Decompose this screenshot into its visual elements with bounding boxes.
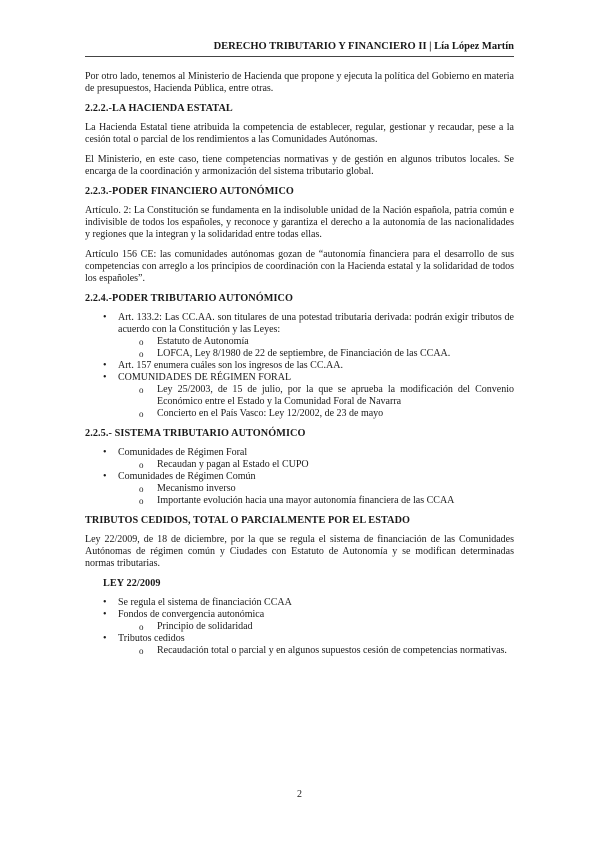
sub-list: [118, 645, 514, 657]
list-item: [85, 471, 514, 507]
list-item: [85, 447, 514, 471]
sub-list-item: o Recaudación total o parcial y en algunos supuestos cesión de competencias normativas.: [109, 645, 514, 657]
heading-sistema-tributario: 2.2.5.- SISTEMA TRIBUTARIO AUTONÓMICO: [85, 428, 306, 439]
list-item: • Art. 157 enumera cuáles son los ingresos de las CC.AA.: [85, 360, 514, 372]
paragraph: El Ministerio, en este caso, tiene competencias normativas y de gestión en algunos tributos locales. Se encarga de la coordinación y armonización del sistema tributario global.: [85, 154, 514, 177]
paragraph: Artículo. 2: La Constitución se fundamenta en la indisoluble unidad de la Nación española, patria común e indivisible de todos los españoles, y reconoce y garantiza el derecho a la autonomía de las nacionalidades y regiones que la integran y la solidaridad entre todas ellas.: [85, 205, 514, 240]
bullet-list: [85, 312, 514, 420]
list-item-text: Tributos cedidos: [118, 633, 185, 644]
sub-list-item: o LOFCA, Ley 8/1980 de 22 de septiembre, de Financiación de las CCAA.: [109, 348, 514, 360]
list-item-text: Comunidades de Régimen Común: [118, 471, 256, 482]
list-item-text: Comunidades de Régimen Foral: [118, 447, 248, 458]
intro-paragraph: Por otro lado, tenemos al Ministerio de Hacienda que propone y ejecuta la política del Gobierno en materia de presupuestos, Hacienda Pública, entre otras.: [85, 71, 514, 94]
list-item: [85, 633, 514, 657]
list-item: [85, 372, 514, 420]
paragraph: Artículo 156 CE: las comunidades autónomas gozan de “autonomía financiera para el desarrollo de sus competencias con arreglo a los principios de coordinación con la Hacienda estatal y la solidaridad de todos los españoles”.: [85, 249, 514, 284]
header-rule: [85, 56, 514, 57]
list-item: [85, 609, 514, 633]
list-item: [85, 312, 514, 360]
sub-list: [118, 621, 514, 633]
document-body: [85, 71, 514, 665]
paragraph: La Hacienda Estatal tiene atribuida la competencia de establecer, regular, gestionar y recaudar, pese a la cesión total o parcial de los rendimientos a las Comunidades Autónomas.: [85, 122, 514, 145]
sub-list-item: o Estatuto de Autonomía: [109, 336, 514, 348]
sub-list: [118, 384, 514, 420]
sub-list-item: o Concierto en el País Vasco: Ley 12/2002, de 23 de mayo: [109, 408, 514, 420]
sub-list-item: o Principio de solidaridad: [109, 621, 514, 633]
heading-tributos-cedidos: TRIBUTOS CEDIDOS, TOTAL O PARCIALMENTE POR EL ESTADO: [85, 515, 411, 526]
sub-list: [118, 336, 514, 360]
sub-list: [118, 459, 514, 471]
sub-list-item: o Recaudan y pagan al Estado el CUPO: [109, 459, 514, 471]
sub-list: [118, 483, 514, 507]
bullet-list: [85, 597, 514, 657]
heading-poder-financiero: 2.2.3.-PODER FINANCIERO AUTONÓMICO: [85, 186, 294, 197]
page-number: 2: [297, 789, 302, 800]
page-header: DERECHO TRIBUTARIO Y FINANCIERO II | Lía López Martín: [213, 41, 514, 52]
list-item-text: Fondos de convergencia autonómica: [118, 609, 265, 620]
heading-poder-tributario: 2.2.4.-PODER TRIBUTARIO AUTONÓMICO: [85, 293, 294, 304]
bullet-list: [85, 447, 514, 507]
heading-hacienda-estatal: 2.2.2.-LA HACIENDA ESTATAL: [85, 103, 233, 114]
list-item-text: Art. 133.2: Las CC.AA. son titulares de una potestad tributaria derivada: podrán exigir tributos de acuerdo con la Constitución y las Leyes:: [118, 312, 514, 335]
paragraph: Ley 22/2009, de 18 de diciembre, por la que se regula el sistema de financiación de las Comunidades Autónomas de régimen común y Ciudades con Estatuto de Autonomía y se modifican determinadas normas tributarias.: [85, 534, 514, 569]
list-item-text: COMUNIDADES DE RÉGIMEN FORAL: [118, 372, 292, 383]
list-item: • Se regula el sistema de financiación CCAA: [85, 597, 514, 609]
sub-list-item: o Importante evolución hacia una mayor autonomía financiera de las CCAA: [109, 495, 514, 507]
sub-list-item: o Ley 25/2003, de 15 de julio, por la que se aprueba la modificación del Convenio Económico entre el Estado y la Comunidad Foral de Navarra: [109, 384, 514, 408]
heading-ley-22-2009: LEY 22/2009: [103, 578, 161, 589]
sub-list-item: o Mecanismo inverso: [109, 483, 514, 495]
